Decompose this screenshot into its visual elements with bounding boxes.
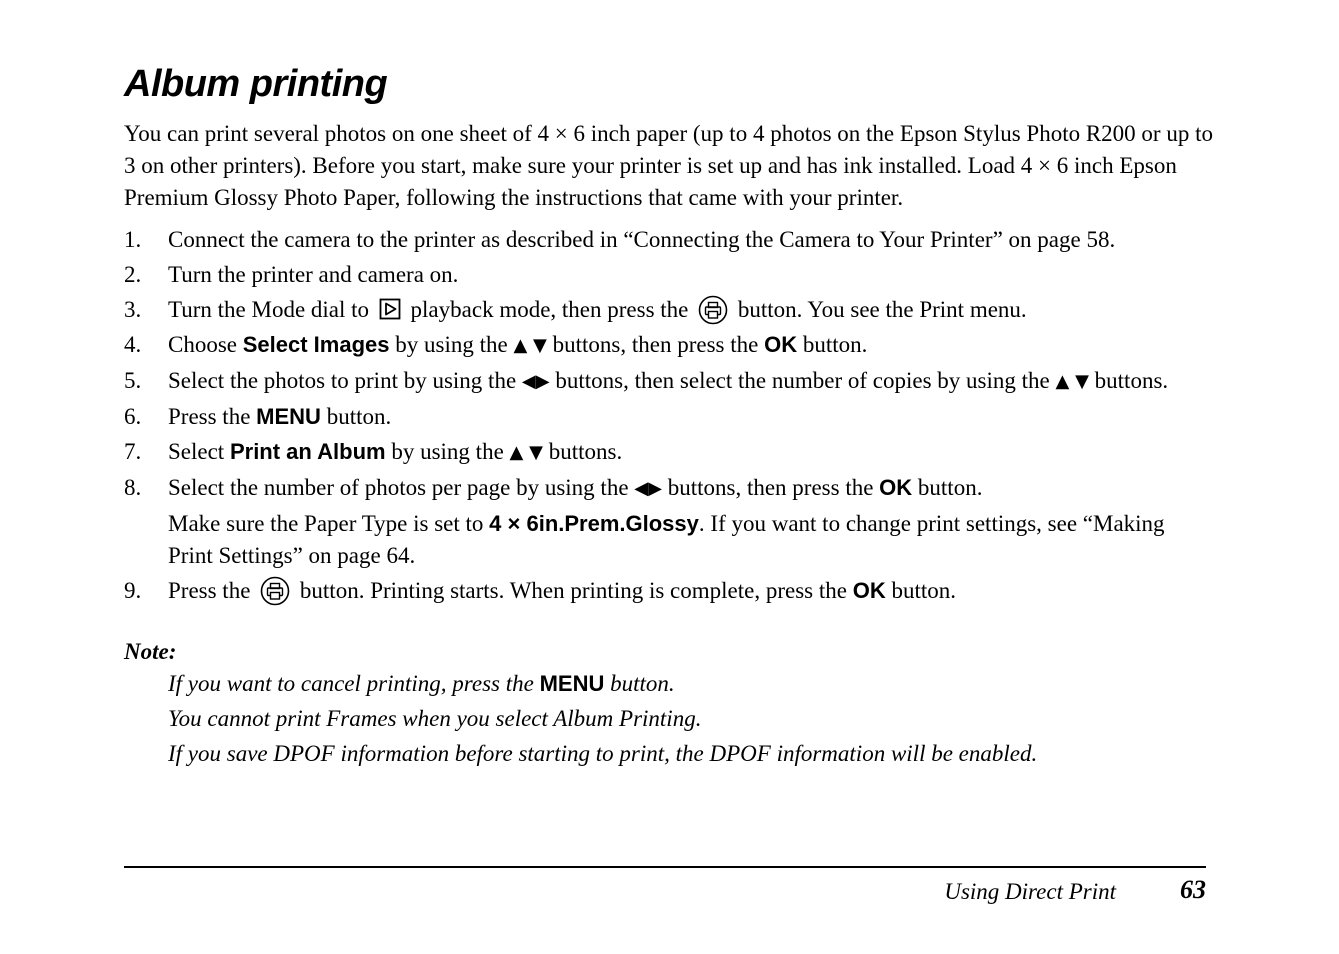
step-number: 9. bbox=[124, 578, 142, 603]
step-2 bbox=[124, 259, 1214, 291]
step-text: Select bbox=[168, 439, 225, 464]
step-text: Select the number of photos per page by using the bbox=[168, 475, 629, 500]
step-text: buttons. bbox=[1094, 368, 1169, 393]
step-8-detail bbox=[168, 508, 1214, 572]
note-text: button. bbox=[610, 671, 675, 696]
step-text: button. You see the Print menu. bbox=[737, 297, 1027, 322]
menu-item-select-images: Select Images bbox=[242, 332, 390, 357]
menu-button-label: MENU bbox=[256, 404, 321, 429]
note-heading: Note: bbox=[124, 639, 177, 664]
step-number: 4. bbox=[124, 332, 142, 357]
step-4 bbox=[124, 329, 1214, 362]
steps-list bbox=[124, 224, 1214, 610]
menu-button-label: MENU bbox=[539, 671, 605, 696]
step-text: Press the bbox=[168, 578, 251, 603]
step-text: buttons. bbox=[548, 439, 623, 464]
step-number: 5. bbox=[124, 368, 142, 393]
step-1 bbox=[124, 224, 1214, 256]
page-number: 63 bbox=[1180, 875, 1206, 904]
footer-divider bbox=[124, 866, 1206, 868]
menu-item-print-an-album: Print an Album bbox=[229, 439, 386, 464]
step-text: Turn the Mode dial to bbox=[168, 297, 370, 322]
step-number: 2. bbox=[124, 262, 142, 287]
note-text: If you want to cancel printing, press the bbox=[168, 671, 534, 696]
print-button-icon bbox=[260, 576, 290, 606]
playback-mode-icon bbox=[379, 298, 401, 320]
step-text: buttons, then press the bbox=[667, 475, 874, 500]
step-text: Press the bbox=[168, 404, 251, 429]
step-text: Select the photos to print by using the bbox=[168, 368, 517, 393]
ok-button-label: OK bbox=[764, 332, 798, 357]
step-text: button. bbox=[326, 404, 392, 429]
step-text: button. bbox=[917, 475, 983, 500]
step-text: buttons, then select the number of copies by using the bbox=[555, 368, 1050, 393]
step-text: Connect the camera to the printer as described in “Connecting the Camera to Your Printer” on page 58. bbox=[168, 227, 1116, 252]
paper-type-setting: 4 × 6in.Prem.Glossy bbox=[489, 511, 699, 536]
up-down-arrows-icon: ▲ ▼ bbox=[509, 442, 543, 463]
step-text: . If you want to change print settings, see “Making Print Settings” on page 64. bbox=[168, 511, 1165, 568]
step-text: by using the bbox=[391, 439, 504, 464]
step-number: 1. bbox=[124, 227, 142, 252]
page-title: Album printing bbox=[124, 63, 388, 105]
step-text: button. bbox=[891, 578, 956, 603]
left-right-arrows-icon: ◀▶ bbox=[634, 478, 662, 499]
ok-button-label: OK bbox=[852, 578, 886, 603]
step-text: buttons, then press the bbox=[552, 332, 759, 357]
manual-page bbox=[124, 0, 1213, 954]
step-6 bbox=[124, 401, 1214, 433]
step-text: button. bbox=[802, 332, 868, 357]
step-text: Make sure the Paper Type is set to bbox=[168, 511, 484, 536]
step-text: button. Printing starts. When printing is complete, press the bbox=[299, 578, 847, 603]
step-text: Choose bbox=[168, 332, 237, 357]
step-text: Turn the printer and camera on. bbox=[168, 262, 459, 287]
step-3 bbox=[124, 294, 1214, 326]
footer-section-title: Using Direct Print bbox=[944, 879, 1116, 904]
up-down-arrows-icon: ▲ ▼ bbox=[1055, 371, 1089, 392]
step-number: 7. bbox=[124, 439, 142, 464]
intro-paragraph: You can print several photos on one sheet of 4 × 6 inch paper (up to 4 photos on the Epson Stylus Photo R200 or up to 3 on other printers). Before you start, make sure your printer is set up and has ink installed. Load 4 × 6 inch Epson Premium Glossy Photo Paper, following the instructions that came with your printer. bbox=[124, 121, 1213, 210]
step-number: 3. bbox=[124, 297, 142, 322]
step-number: 6. bbox=[124, 404, 142, 429]
step-text: playback mode, then press the bbox=[410, 297, 689, 322]
ok-button-label: OK bbox=[879, 475, 913, 500]
step-9 bbox=[124, 575, 1214, 607]
note-line-2: You cannot print Frames when you select Album Printing. bbox=[168, 706, 702, 731]
note-line-1 bbox=[168, 668, 1037, 700]
step-5 bbox=[124, 365, 1214, 398]
print-button-icon bbox=[698, 295, 728, 325]
left-right-arrows-icon: ◀▶ bbox=[521, 371, 550, 392]
up-down-arrows-icon: ▲ ▼ bbox=[513, 335, 547, 356]
step-8 bbox=[124, 472, 1214, 572]
step-7 bbox=[124, 436, 1214, 469]
note-body bbox=[168, 668, 1037, 773]
note-line-3: If you save DPOF information before starting to print, the DPOF information will be enabled. bbox=[168, 741, 1038, 766]
step-number: 8. bbox=[124, 475, 142, 500]
step-text: by using the bbox=[395, 332, 508, 357]
